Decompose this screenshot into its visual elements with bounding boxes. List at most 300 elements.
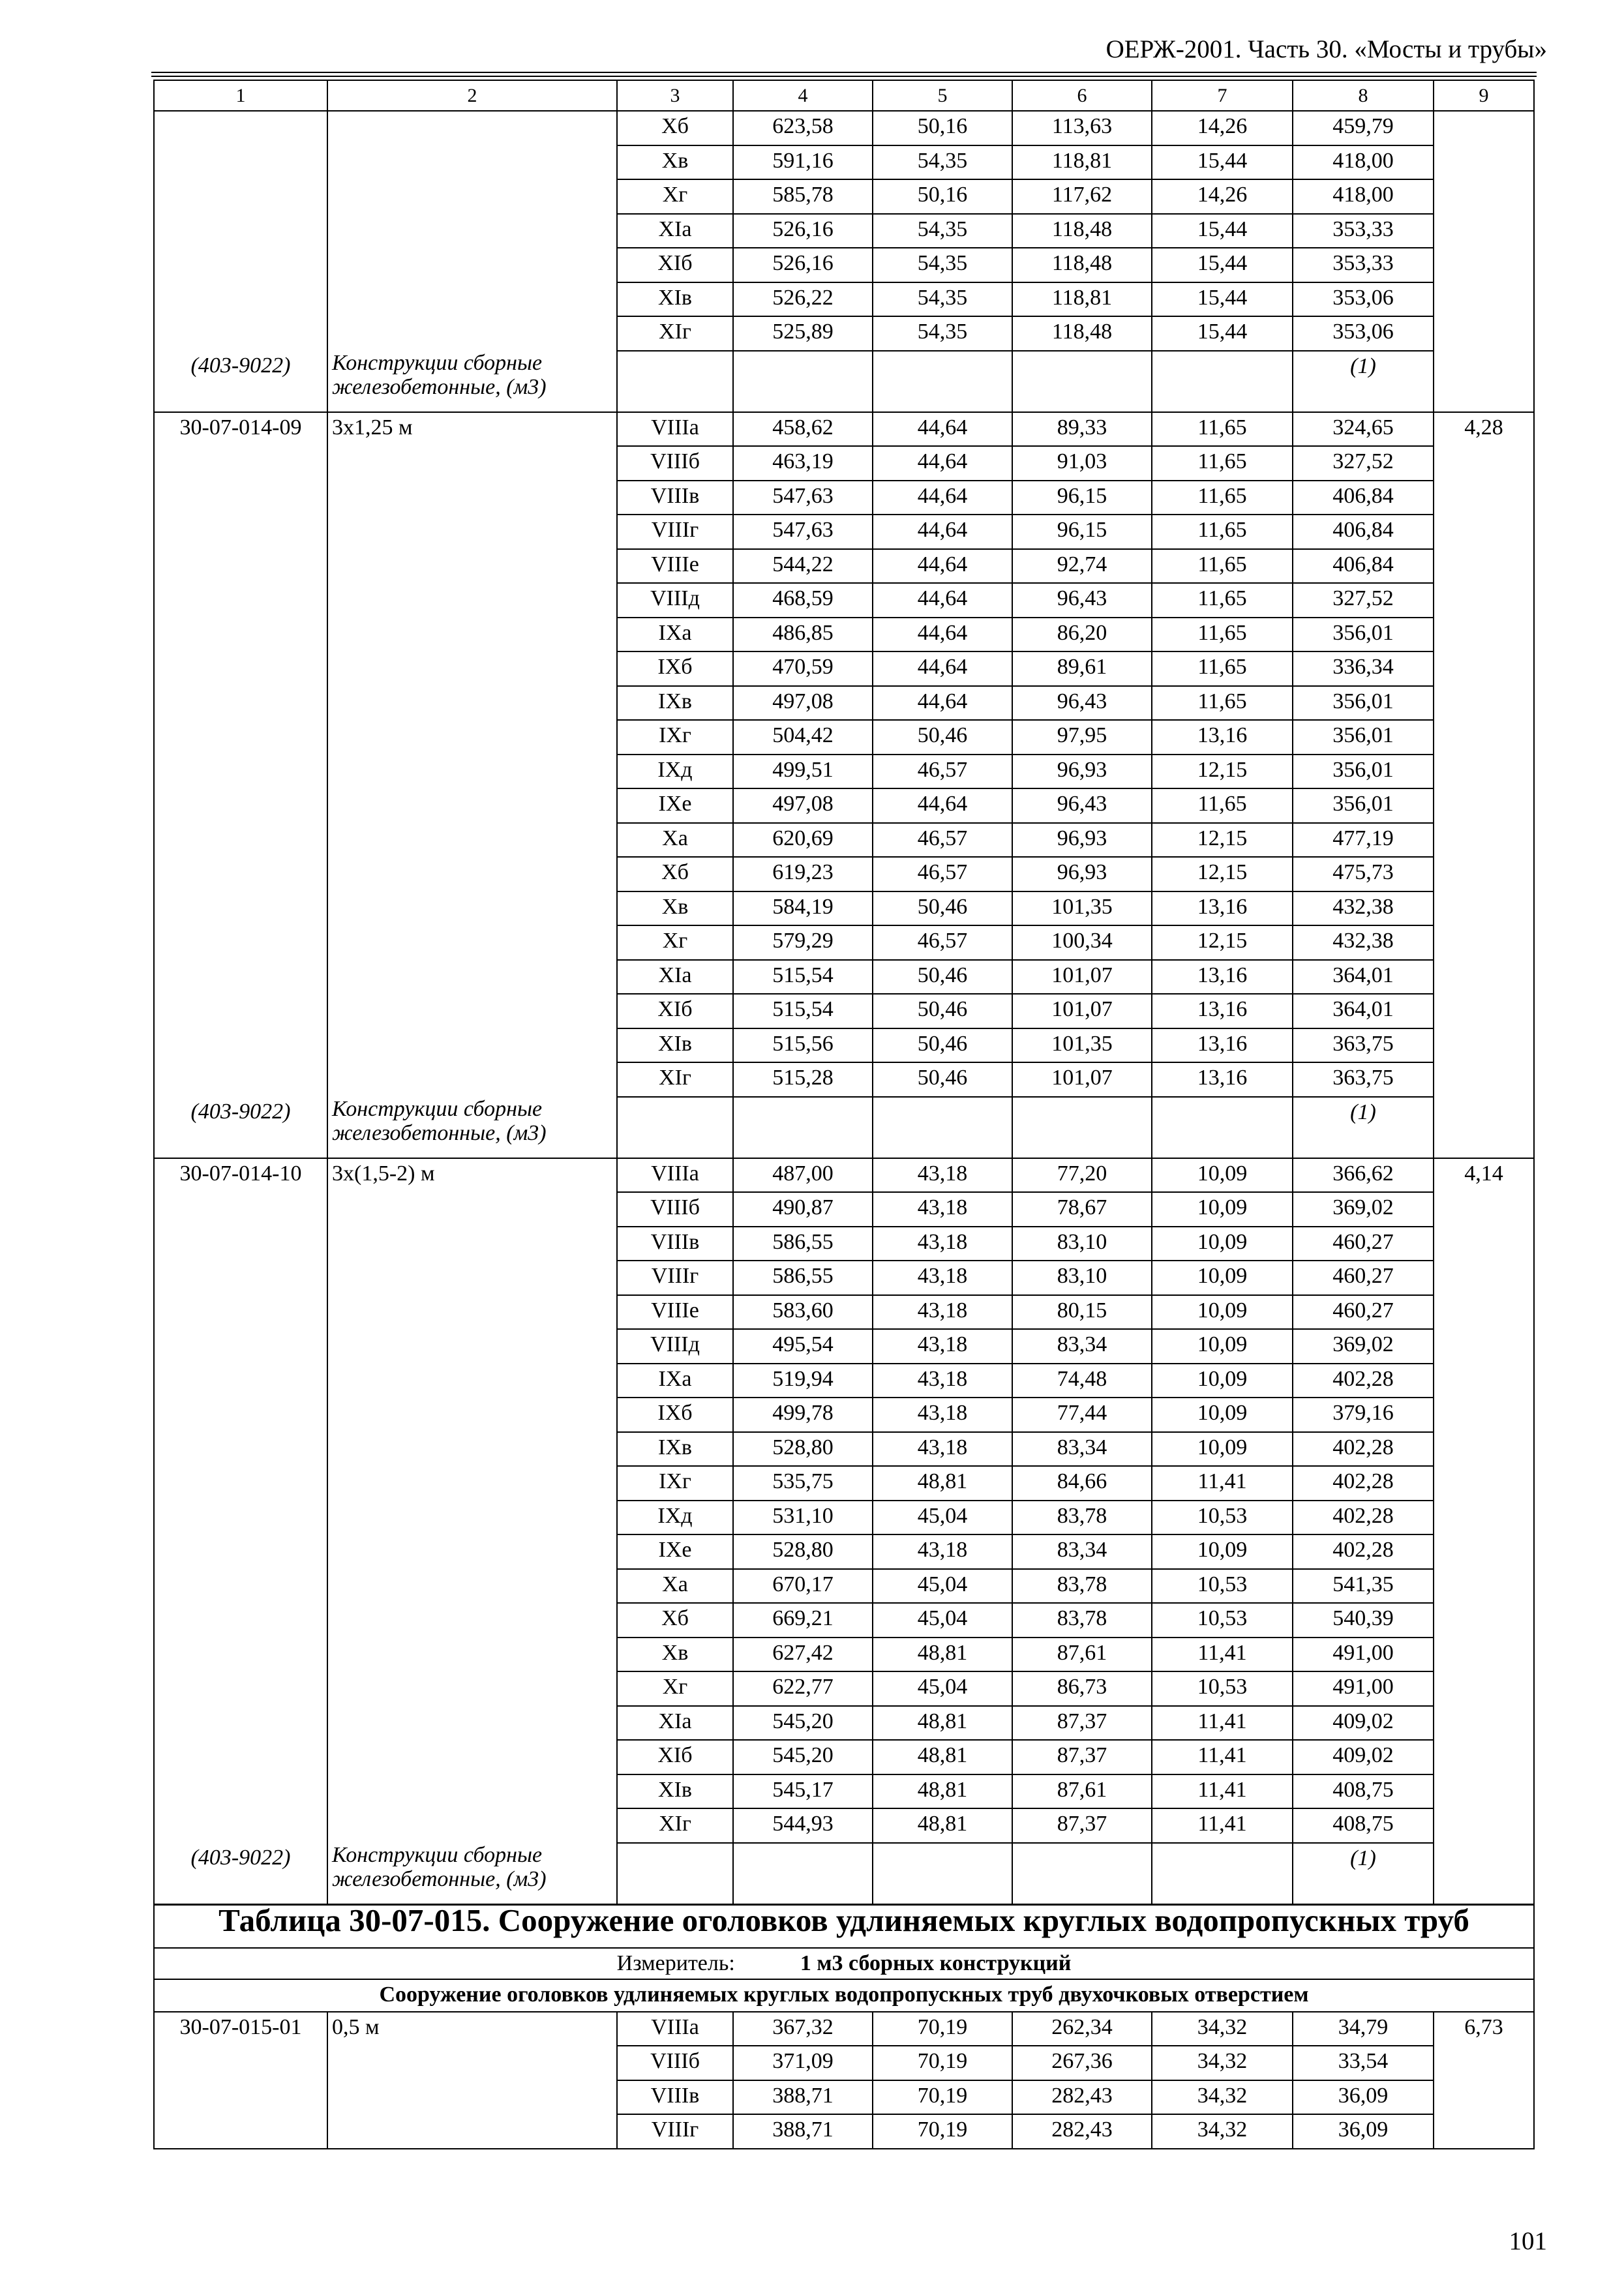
- value-cell: 11,65: [1152, 446, 1293, 481]
- zone-cell: Xб: [617, 857, 733, 891]
- value-cell: 117,62: [1012, 179, 1152, 214]
- table-row: [154, 925, 1534, 960]
- value-cell: 584,19: [733, 891, 873, 926]
- value-cell: 43,18: [873, 1432, 1012, 1467]
- table-row: [154, 481, 1534, 515]
- value-cell: 515,54: [733, 960, 873, 995]
- zone-cell: Xв: [617, 1638, 733, 1672]
- header-rule: [151, 72, 1537, 73]
- value-cell: 13,16: [1152, 1028, 1293, 1063]
- name-cell: [327, 515, 617, 549]
- value-cell: 12,15: [1152, 823, 1293, 858]
- value-cell: 11,41: [1152, 1740, 1293, 1774]
- name-cell: [327, 1808, 617, 1843]
- col9-cell: [1434, 925, 1534, 960]
- table-row: [154, 549, 1534, 584]
- col9-cell: [1434, 1706, 1534, 1741]
- name-cell: [327, 2080, 617, 2115]
- value-cell: 10,09: [1152, 1295, 1293, 1330]
- value-cell: 54,35: [873, 316, 1012, 351]
- col9-cell: [1434, 994, 1534, 1028]
- table-row: [154, 1466, 1534, 1501]
- table-row: [154, 1808, 1534, 1843]
- value-cell: 54,35: [873, 214, 1012, 248]
- empty-cell: [733, 1097, 873, 1158]
- zone-cell: VIIIе: [617, 549, 733, 584]
- zone-cell: VIIIд: [617, 1329, 733, 1364]
- name-cell: [327, 994, 617, 1028]
- zone-cell: XIг: [617, 1062, 733, 1097]
- value-cell: 371,09: [733, 2046, 873, 2080]
- value-cell: 366,62: [1293, 1158, 1434, 1193]
- zone-cell: IXа: [617, 1364, 733, 1398]
- table-row: [154, 111, 1534, 145]
- value-cell: 83,78: [1012, 1501, 1152, 1535]
- value-cell: 44,64: [873, 446, 1012, 481]
- code-cell: [154, 316, 327, 351]
- value-cell: 526,16: [733, 214, 873, 248]
- value-cell: 10,09: [1152, 1534, 1293, 1569]
- empty-cell: [733, 1843, 873, 1905]
- col9-cell: [1434, 720, 1534, 755]
- code-cell: [154, 549, 327, 584]
- name-cell: [327, 214, 617, 248]
- col9-cell: [1434, 960, 1534, 995]
- value-cell: 92,74: [1012, 549, 1152, 584]
- value-cell: 101,07: [1012, 1062, 1152, 1097]
- table-row: [154, 823, 1534, 858]
- value-cell: 356,01: [1293, 755, 1434, 789]
- value-cell: 43,18: [873, 1158, 1012, 1193]
- table-title: Таблица 30-07-015. Сооружение оголовков удлиняемых круглых водопропускных труб: [154, 1904, 1534, 1948]
- table-row: [154, 686, 1534, 721]
- value-cell: 45,04: [873, 1501, 1012, 1535]
- col9-cell: [1434, 651, 1534, 686]
- col9-cell: [1434, 1329, 1534, 1364]
- code-cell: [154, 857, 327, 891]
- col9-cell: [1434, 1534, 1534, 1569]
- value-cell: 528,80: [733, 1534, 873, 1569]
- table-row: [154, 1603, 1534, 1638]
- value-cell: 43,18: [873, 1295, 1012, 1330]
- code-cell: [154, 686, 327, 721]
- value-cell: 118,48: [1012, 214, 1152, 248]
- value-cell: 10,09: [1152, 1261, 1293, 1295]
- table-row: [154, 1432, 1534, 1467]
- value-cell: 10,09: [1152, 1432, 1293, 1467]
- value-cell: 402,28: [1293, 1534, 1434, 1569]
- value-cell: 515,54: [733, 994, 873, 1028]
- zone-cell: Xв: [617, 145, 733, 180]
- value-cell: 83,34: [1012, 1534, 1152, 1569]
- value-cell: 477,19: [1293, 823, 1434, 858]
- value-cell: 10,09: [1152, 1329, 1293, 1364]
- name-cell: [327, 1534, 617, 1569]
- value-cell: 101,35: [1012, 1028, 1152, 1063]
- value-cell: 470,59: [733, 651, 873, 686]
- zone-cell: XIв: [617, 1774, 733, 1809]
- price-table: [153, 80, 1535, 2149]
- value-cell: 44,64: [873, 686, 1012, 721]
- value-cell: 87,61: [1012, 1638, 1152, 1672]
- value-cell: 13,16: [1152, 1062, 1293, 1097]
- value-cell: 34,32: [1152, 2080, 1293, 2115]
- name-cell: [327, 1329, 617, 1364]
- code-cell: [154, 1501, 327, 1535]
- value-cell: 363,75: [1293, 1028, 1434, 1063]
- zone-cell: Xа: [617, 823, 733, 858]
- col9-cell: [1434, 1671, 1534, 1706]
- value-cell: 43,18: [873, 1534, 1012, 1569]
- value-cell: 526,16: [733, 248, 873, 282]
- code-cell: [154, 1638, 327, 1672]
- column-number: 1: [154, 80, 327, 111]
- value-cell: 13,16: [1152, 720, 1293, 755]
- resource-quantity: (1): [1293, 1843, 1434, 1905]
- code-cell: [154, 2114, 327, 2149]
- name-cell: [327, 1740, 617, 1774]
- table-row: [154, 1398, 1534, 1432]
- zone-cell: IXа: [617, 618, 733, 652]
- col9-cell: [1434, 1501, 1534, 1535]
- table-row: [154, 1671, 1534, 1706]
- col9-cell: [1434, 1569, 1534, 1604]
- column-number: 6: [1012, 80, 1152, 111]
- col9-cell: [1434, 618, 1534, 652]
- code-cell: [154, 1062, 327, 1097]
- value-cell: 43,18: [873, 1329, 1012, 1364]
- value-cell: 432,38: [1293, 925, 1434, 960]
- column-number: 5: [873, 80, 1012, 111]
- value-cell: 491,00: [1293, 1638, 1434, 1672]
- col9-cell: [1434, 351, 1534, 412]
- value-cell: 526,22: [733, 282, 873, 317]
- value-cell: 48,81: [873, 1808, 1012, 1843]
- col9-cell: [1434, 1808, 1534, 1843]
- value-cell: 622,77: [733, 1671, 873, 1706]
- table-row: [154, 1774, 1534, 1809]
- value-cell: 70,19: [873, 2046, 1012, 2080]
- subtitle-row: [154, 1979, 1534, 2012]
- code-cell: [154, 823, 327, 858]
- name-cell: 3х1,25 м: [327, 412, 617, 447]
- value-cell: 11,41: [1152, 1466, 1293, 1501]
- col9-cell: [1434, 755, 1534, 789]
- zone-cell: VIIIв: [617, 1227, 733, 1261]
- code-cell: [154, 1028, 327, 1063]
- name-cell: [327, 1501, 617, 1535]
- value-cell: 409,02: [1293, 1706, 1434, 1741]
- value-cell: 70,19: [873, 2114, 1012, 2149]
- col9-cell: [1434, 111, 1534, 145]
- table-row: [154, 583, 1534, 618]
- code-cell: [154, 446, 327, 481]
- value-cell: 11,41: [1152, 1808, 1293, 1843]
- empty-cell: [1152, 1843, 1293, 1905]
- value-cell: 418,00: [1293, 179, 1434, 214]
- value-cell: 535,75: [733, 1466, 873, 1501]
- col9-cell: [1434, 686, 1534, 721]
- value-cell: 50,16: [873, 179, 1012, 214]
- name-cell: [327, 282, 617, 317]
- zone-cell: IXб: [617, 1398, 733, 1432]
- value-cell: 267,36: [1012, 2046, 1152, 2080]
- code-cell: [154, 994, 327, 1028]
- zone-cell: VIIIб: [617, 446, 733, 481]
- col9-cell: [1434, 2114, 1534, 2149]
- code-cell: [154, 925, 327, 960]
- value-cell: 499,78: [733, 1398, 873, 1432]
- empty-cell: [1012, 1843, 1152, 1905]
- resource-quantity: (1): [1293, 351, 1434, 412]
- code-cell: [154, 1398, 327, 1432]
- resource-quantity: (1): [1293, 1097, 1434, 1158]
- value-cell: 497,08: [733, 788, 873, 823]
- empty-cell: [1152, 1097, 1293, 1158]
- value-cell: 586,55: [733, 1227, 873, 1261]
- value-cell: 544,22: [733, 549, 873, 584]
- value-cell: 15,44: [1152, 316, 1293, 351]
- name-cell: [327, 1774, 617, 1809]
- value-cell: 369,02: [1293, 1192, 1434, 1227]
- col9-cell: [1434, 179, 1534, 214]
- value-cell: 282,43: [1012, 2114, 1152, 2149]
- zone-cell: IXе: [617, 1534, 733, 1569]
- col9-cell: [1434, 1843, 1534, 1905]
- col9-cell: [1434, 515, 1534, 549]
- code-cell: [154, 1466, 327, 1501]
- value-cell: 356,01: [1293, 788, 1434, 823]
- name-cell: 0,5 м: [327, 2012, 617, 2046]
- name-cell: [327, 1466, 617, 1501]
- value-cell: 364,01: [1293, 960, 1434, 995]
- table-row: [154, 1329, 1534, 1364]
- code-cell: [154, 1808, 327, 1843]
- zone-cell: IXб: [617, 651, 733, 686]
- zone-cell: XIв: [617, 282, 733, 317]
- value-cell: 458,62: [733, 412, 873, 447]
- value-cell: 44,64: [873, 651, 1012, 686]
- value-cell: 100,34: [1012, 925, 1152, 960]
- name-cell: [327, 145, 617, 180]
- page-number: 101: [1509, 2227, 1547, 2255]
- value-cell: 46,57: [873, 857, 1012, 891]
- column-number: 7: [1152, 80, 1293, 111]
- value-cell: 96,93: [1012, 755, 1152, 789]
- table-row: [154, 2046, 1534, 2080]
- value-cell: 96,15: [1012, 515, 1152, 549]
- name-cell: [327, 179, 617, 214]
- value-cell: 495,54: [733, 1329, 873, 1364]
- code-cell: [154, 515, 327, 549]
- table-row: [154, 282, 1534, 317]
- name-cell: [327, 925, 617, 960]
- col9-cell: [1434, 1062, 1534, 1097]
- table-row: [154, 960, 1534, 995]
- empty-cell: [617, 1097, 733, 1158]
- zone-cell: XIа: [617, 960, 733, 995]
- col9-cell: [1434, 823, 1534, 858]
- name-cell: [327, 720, 617, 755]
- value-cell: 33,54: [1293, 2046, 1434, 2080]
- code-cell: [154, 214, 327, 248]
- value-cell: 528,80: [733, 1432, 873, 1467]
- col9-cell: [1434, 891, 1534, 926]
- value-cell: 87,61: [1012, 1774, 1152, 1809]
- value-cell: 324,65: [1293, 412, 1434, 447]
- code-cell: [154, 960, 327, 995]
- col9-cell: [1434, 1466, 1534, 1501]
- col9-cell: [1434, 788, 1534, 823]
- value-cell: 113,63: [1012, 111, 1152, 145]
- zone-cell: VIIIг: [617, 2114, 733, 2149]
- code-cell: [154, 788, 327, 823]
- value-cell: 34,32: [1152, 2046, 1293, 2080]
- value-cell: 12,15: [1152, 925, 1293, 960]
- value-cell: 45,04: [873, 1603, 1012, 1638]
- value-cell: 10,09: [1152, 1364, 1293, 1398]
- name-cell: [327, 481, 617, 515]
- table-row: [154, 1534, 1534, 1569]
- code-cell: [154, 248, 327, 282]
- value-cell: 262,34: [1012, 2012, 1152, 2046]
- name-cell: [327, 651, 617, 686]
- name-cell: [327, 1062, 617, 1097]
- value-cell: 96,43: [1012, 686, 1152, 721]
- value-cell: 91,03: [1012, 446, 1152, 481]
- table-row: [154, 891, 1534, 926]
- value-cell: 50,46: [873, 720, 1012, 755]
- name-cell: [327, 1603, 617, 1638]
- value-cell: 11,65: [1152, 583, 1293, 618]
- value-cell: 491,00: [1293, 1671, 1434, 1706]
- table-row: [154, 994, 1534, 1028]
- table-row: [154, 755, 1534, 789]
- table-row: [154, 788, 1534, 823]
- value-cell: 369,02: [1293, 1329, 1434, 1364]
- value-cell: 515,56: [733, 1028, 873, 1063]
- name-cell: [327, 583, 617, 618]
- value-cell: 460,27: [1293, 1261, 1434, 1295]
- zone-cell: Xб: [617, 1603, 733, 1638]
- value-cell: 48,81: [873, 1706, 1012, 1741]
- name-cell: [327, 1192, 617, 1227]
- value-cell: 586,55: [733, 1261, 873, 1295]
- value-cell: 36,09: [1293, 2114, 1434, 2149]
- code-cell: [154, 1192, 327, 1227]
- value-cell: 11,41: [1152, 1774, 1293, 1809]
- name-cell: [327, 1569, 617, 1604]
- table-row: [154, 1158, 1534, 1193]
- value-cell: 43,18: [873, 1227, 1012, 1261]
- value-cell: 36,09: [1293, 2080, 1434, 2115]
- code-cell: [154, 1671, 327, 1706]
- value-cell: 46,57: [873, 823, 1012, 858]
- zone-cell: XIв: [617, 1028, 733, 1063]
- col9-cell: [1434, 1774, 1534, 1809]
- value-cell: 48,81: [873, 1466, 1012, 1501]
- value-cell: 669,21: [733, 1603, 873, 1638]
- value-cell: 12,15: [1152, 857, 1293, 891]
- section-subtitle: Сооружение оголовков удлиняемых круглых водопропускных труб двухочковых отверстием: [154, 1979, 1534, 2012]
- value-cell: 468,59: [733, 583, 873, 618]
- code-cell: [154, 1740, 327, 1774]
- value-cell: 356,01: [1293, 686, 1434, 721]
- table-row: [154, 446, 1534, 481]
- table-row: [154, 1501, 1534, 1535]
- value-cell: 10,53: [1152, 1569, 1293, 1604]
- table-row: [154, 720, 1534, 755]
- code-cell: [154, 1295, 327, 1330]
- value-cell: 101,07: [1012, 960, 1152, 995]
- value-cell: 44,64: [873, 583, 1012, 618]
- code-cell: [154, 481, 327, 515]
- code-cell: [154, 282, 327, 317]
- value-cell: 497,08: [733, 686, 873, 721]
- zone-cell: IXв: [617, 1432, 733, 1467]
- value-cell: 10,53: [1152, 1603, 1293, 1638]
- zone-cell: Xг: [617, 1671, 733, 1706]
- value-cell: 11,65: [1152, 549, 1293, 584]
- value-cell: 13,16: [1152, 960, 1293, 995]
- code-cell: [154, 1534, 327, 1569]
- value-cell: 402,28: [1293, 1501, 1434, 1535]
- empty-cell: [873, 1843, 1012, 1905]
- table-row: [154, 1569, 1534, 1604]
- value-cell: 77,20: [1012, 1158, 1152, 1193]
- value-cell: 101,07: [1012, 994, 1152, 1028]
- value-cell: 487,00: [733, 1158, 873, 1193]
- value-cell: 96,43: [1012, 583, 1152, 618]
- value-cell: 544,93: [733, 1808, 873, 1843]
- table-row: [154, 1295, 1534, 1330]
- column-number: 9: [1434, 80, 1534, 111]
- name-cell: [327, 788, 617, 823]
- value-cell: 531,10: [733, 1501, 873, 1535]
- code-cell: [154, 1329, 327, 1364]
- code-cell: [154, 1706, 327, 1741]
- zone-cell: VIIIа: [617, 412, 733, 447]
- table-row: [154, 1192, 1534, 1227]
- code-cell: [154, 1569, 327, 1604]
- zone-cell: IXг: [617, 720, 733, 755]
- code-cell: [154, 891, 327, 926]
- name-cell: [327, 755, 617, 789]
- value-cell: 118,48: [1012, 316, 1152, 351]
- value-cell: 14,26: [1152, 179, 1293, 214]
- table-row: [154, 1227, 1534, 1261]
- value-cell: 579,29: [733, 925, 873, 960]
- resource-code: (403-9022): [154, 1843, 327, 1905]
- value-cell: 402,28: [1293, 1364, 1434, 1398]
- column-number: 2: [327, 80, 617, 111]
- col9-cell: [1434, 145, 1534, 180]
- value-cell: 15,44: [1152, 282, 1293, 317]
- empty-cell: [733, 351, 873, 412]
- value-cell: 585,78: [733, 179, 873, 214]
- table-row: [154, 316, 1534, 351]
- col9-cell: [1434, 1261, 1534, 1295]
- value-cell: 541,35: [1293, 1569, 1434, 1604]
- col9-cell: 4,14: [1434, 1158, 1534, 1193]
- col9-cell: 4,28: [1434, 412, 1534, 447]
- value-cell: 490,87: [733, 1192, 873, 1227]
- value-cell: 363,75: [1293, 1062, 1434, 1097]
- running-header: ОЕРЖ-2001. Часть 30. «Мосты и трубы»: [1105, 35, 1547, 63]
- value-cell: 11,65: [1152, 515, 1293, 549]
- value-cell: 50,16: [873, 111, 1012, 145]
- name-cell: [327, 960, 617, 995]
